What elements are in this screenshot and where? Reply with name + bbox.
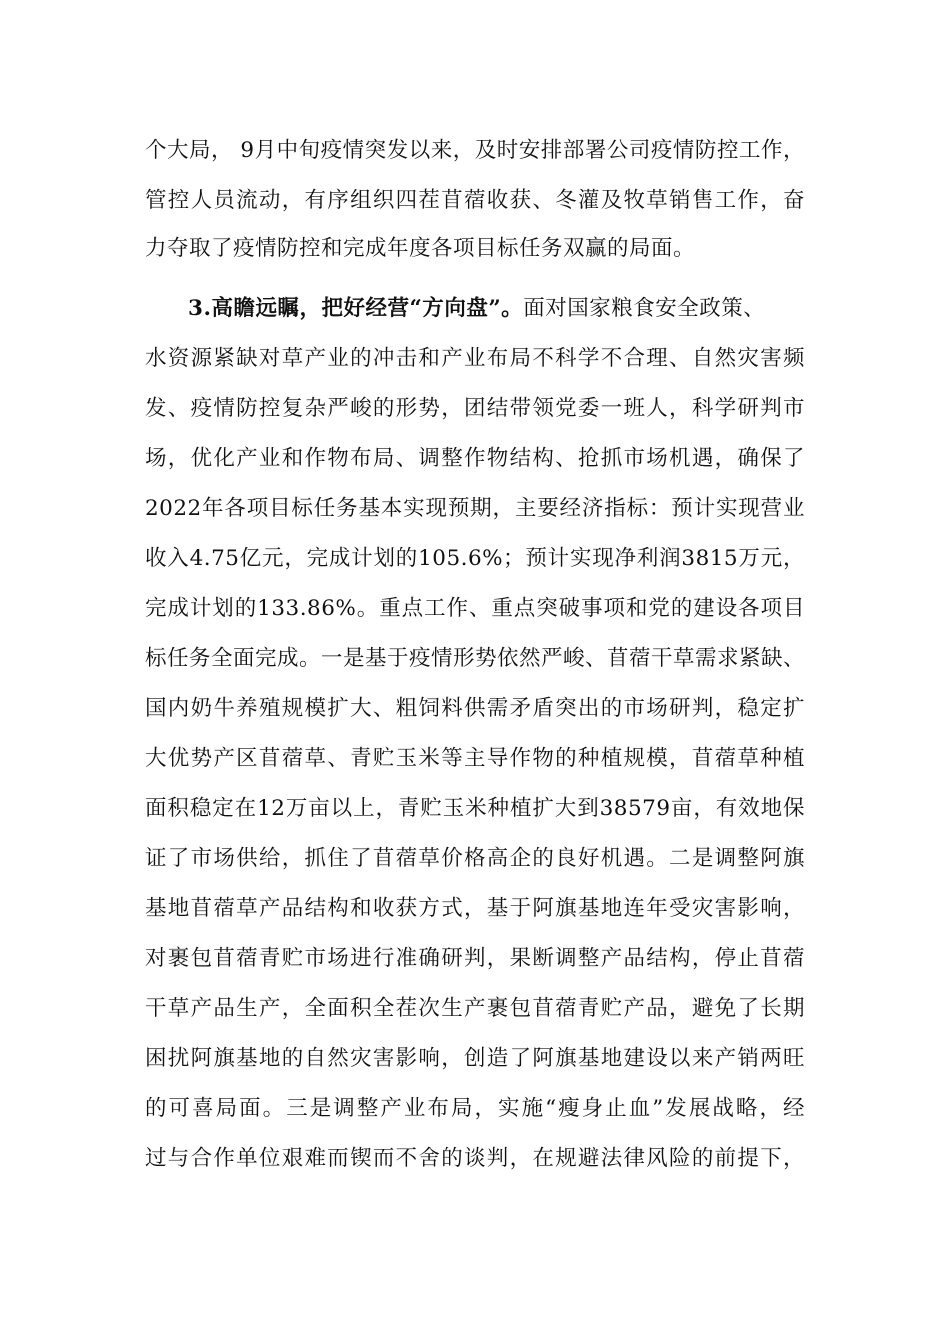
paragraph-2-line-1 — [188, 289, 805, 329]
paragraph-2-line-4: 场，优化产业和作物布局、调整作物结构、抢抓市场机遇，确保了 — [145, 446, 805, 471]
section-heading-continuation: 面对国家粮食安全政策、 — [523, 296, 766, 321]
paragraph-2-line-12: 证了市场供给，抓住了苜蓿草价格高企的良好机遇。二是调整阿旗 — [145, 846, 805, 871]
paragraph-2-line-3: 发、疫情防控复杂严峻的形势，团结带领党委一班人，科学研判市 — [145, 396, 805, 421]
section-heading: 3.高瞻远瞩，把好经营“方向盘”。 — [188, 296, 524, 321]
paragraph-2-line-11: 面积稳定在12万亩以上，青贮玉米种植扩大到38579亩，有效地保 — [145, 796, 805, 821]
paragraph-1-line-2: 管控人员流动，有序组织四茬苜蓿收获、冬灌及牧草销售工作，奋 — [145, 188, 805, 213]
paragraph-2-line-15: 干草产品生产，全面积全茬次生产裹包苜蓿青贮产品，避免了长期 — [145, 996, 805, 1021]
paragraph-2-line-7: 完成计划的133.86%。重点工作、重点突破事项和党的建设各项目 — [145, 596, 805, 621]
paragraph-1-line-3: 力夺取了疫情防控和完成年度各项目标任务双赢的局面。 — [145, 236, 696, 261]
paragraph-2-line-2: 水资源紧缺对草产业的冲击和产业布局不科学不合理、自然灾害频 — [145, 346, 805, 371]
paragraph-2-line-8: 标任务全面完成。一是基于疫情形势依然严峻、苜蓿干草需求紧缺、 — [145, 646, 806, 671]
paragraph-2-line-13: 基地苜蓿草产品结构和收获方式，基于阿旗基地连年受灾害影响， — [145, 896, 805, 921]
paragraph-2-line-18: 过与合作单位艰难而锲而不舍的谈判，在规避法律风险的前提下， — [145, 1146, 805, 1171]
paragraph-1-line-1: 个大局， 9月中旬疫情突发以来，及时安排部署公司疫情防控工作， — [145, 138, 805, 163]
paragraph-2-line-5: 2022年各项目标任务基本实现预期，主要经济指标：预计实现营业 — [145, 496, 805, 521]
paragraph-2-line-10: 大优势产区苜蓿草、青贮玉米等主导作物的种植规模，苜蓿草种植 — [145, 746, 805, 771]
paragraph-2-line-17: 的可喜局面。三是调整产业布局，实施“瘦身止血”发展战略，经 — [145, 1096, 805, 1121]
paragraph-2-line-6: 收入4.75亿元，完成计划的105.6%；预计实现净利润3815万元， — [145, 546, 805, 571]
paragraph-2-line-9: 国内奶牛养殖规模扩大、粗饲料供需矛盾突出的市场研判，稳定扩 — [145, 696, 805, 721]
paragraph-2-line-14: 对裹包苜蓿青贮市场进行准确研判，果断调整产品结构，停止苜蓿 — [145, 946, 805, 971]
paragraph-2-line-16: 困扰阿旗基地的自然灾害影响，创造了阿旗基地建设以来产销两旺 — [145, 1046, 805, 1071]
